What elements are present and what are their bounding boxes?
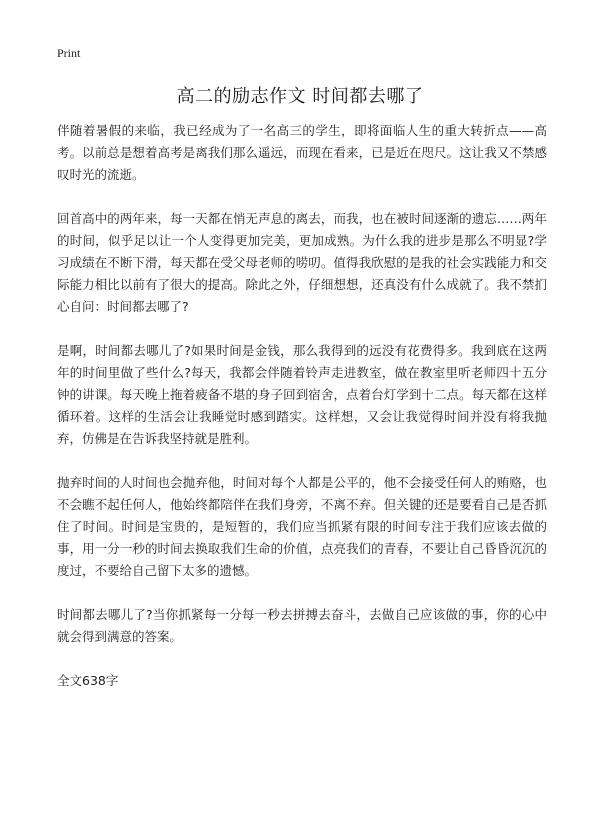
article-title: 高二的励志作文 时间都去哪了 — [176, 86, 424, 107]
print-link[interactable]: Print — [57, 46, 81, 60]
word-count: 全文638字 — [57, 673, 119, 688]
article-paragraph: 时间都去哪儿了?当你抓紧每一分每一秒去拼搏去奋斗，去做自己应该做的事，你的心中就会得到满意的答案。 — [57, 607, 547, 644]
article-paragraph: 回首高中的两年来，每一天都在悄无声息的离去，而我，也在被时间逐渐的遗忘……两年的时间，似乎足以让一个人变得更加完美，更加成熟。为什么我的进步是那么不明显?学习成绩在不断下滑，每天都在受父母老师的唠叨。值得我欣慰的是我的社会实践能力和交际能力相比以前有了很大的提高。除此之外，仔细想想，还真没有什么成就了。我不禁扪心自问：时间都去哪了? — [57, 211, 547, 314]
article-paragraph: 伴随着暑假的来临，我已经成为了一名高三的学生，即将面临人生的重大转折点——高考。以前总是想着高考是离我们那么遥远，而现在看来，已是近在咫尺。这让我又不禁感叹时光的流逝。 — [57, 123, 547, 182]
article-paragraph: 是啊，时间都去哪儿了?如果时间是金钱，那么我得到的远没有花费得多。我到底在这两年的时间里做了些什么?每天，我都会伴随着铃声走进教室，做在教室里听老师四十五分钟的讲课。每天晚上拖着疲备不堪的身子回到宿舍，点着台灯学到十二点。每天都在这样循环着。这样的生活会让我睡觉时感到踏实。这样想，又会让我觉得时间并没有将我抛弃，仿佛是在告诉我坚持就是胜利。 — [57, 343, 547, 446]
article-paragraph: 抛弃时间的人时间也会抛弃他，时间对每个人都是公平的，他不会接受任何人的贿赂，也不会瞧不起任何人，他始终都陪伴在我们身旁，不离不弃。但关键的还是要看自己是否抓住了时间。时间是宝贵的，是短暂的，我们应当抓紧有限的时间专注于我们应该去做的事，用一分一秒的时间去换取我们生命的价值，点亮我们的青春，不要让自己昏昏沉沉的度过，不要给自己留下太多的遗憾。 — [57, 475, 547, 578]
article-body — [57, 120, 547, 692]
